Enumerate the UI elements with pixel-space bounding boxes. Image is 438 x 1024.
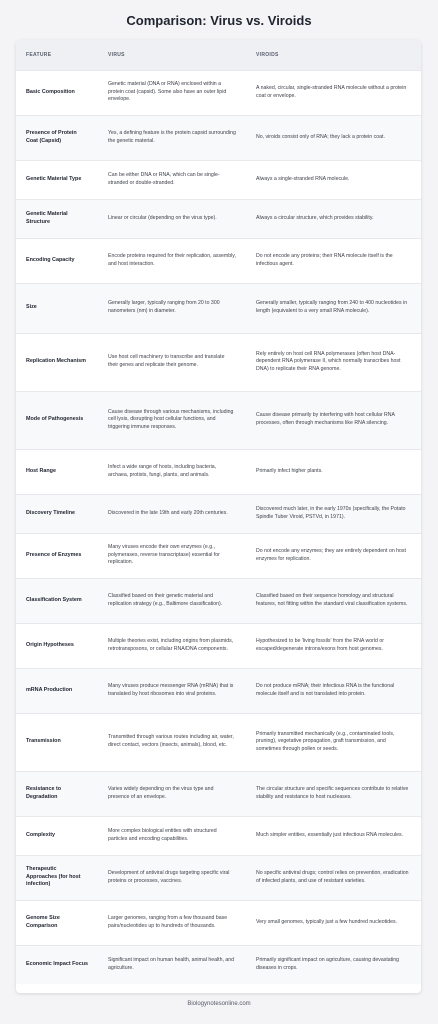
row-feature: Encoding Capacity (26, 256, 75, 263)
table-row (16, 199, 421, 238)
row-virus: Cause disease through various mechanisms, including cell lysis, disrupting host cellular functions, and triggering immune responses. (108, 408, 234, 430)
row-virus: Multiple theories exist, including origins from plasmids, retrotransposons, or cellular RNA/DNA components. (108, 637, 234, 652)
row-feature: Classification System (26, 596, 82, 603)
table-row (16, 238, 421, 283)
table-row (16, 713, 421, 771)
table-row (16, 771, 421, 816)
row-viroids: Cause disease primarily by interfering with host cellular RNA processes, often through mechanisms like RNA silencing. (256, 412, 395, 426)
row-feature: Resistance to Degradation (26, 785, 62, 800)
row-feature: Economic Impact Focus (26, 960, 89, 967)
row-viroids: A naked, circular, single-stranded RNA molecule without a protein coat or envelope. (256, 84, 407, 99)
row-virus: Many viruses encode their own enzymes (e.g., polymerases, reverse transcriptase) essential for replication. (108, 544, 220, 566)
header-virus: VIRUS (108, 51, 125, 58)
header-row (16, 40, 421, 70)
row-viroids: Hypothesized to be 'living fossils' from the RNA world or escaped/degenerate introns/exons from host genomes. (256, 637, 384, 652)
row-virus: Varies widely depending on the virus type and presence of an envelope. (108, 785, 214, 800)
table-row (16, 945, 421, 984)
table-row (16, 623, 421, 668)
row-viroids: Primarily transmitted mechanically (e.g., contaminated tools, pruning), vegetative propagation, graft transmission, and sometimes through pollen or seeds. (256, 730, 395, 752)
row-virus: Significant impact on human health, animal health, and agriculture. (108, 957, 235, 971)
table-row (16, 283, 421, 333)
table-row (16, 160, 421, 199)
row-virus: Development of antiviral drugs targeting specific viral proteins or processes, vaccines. (108, 869, 230, 884)
row-virus: Infect a wide range of hosts, including bacteria, archaea, protists, fungi, plants, and animals. (108, 463, 217, 478)
row-viroids: Rely entirely on host cell RNA polymerases (often host DNA-dependent RNA polymerase II, which normally transcribes host DNA) to replicate their RNA genome. (256, 350, 401, 372)
table-row (16, 391, 421, 449)
row-virus: Transmitted through various routes including air, water, direct contact, vectors (insects, animals), blood, etc. (108, 734, 234, 748)
row-viroids: Very small genomes, typically just a few hundred nucleotides. (256, 918, 397, 925)
row-viroids: Discovered much later, in the early 1970s (specifically, the Potato Spindle Tuber Viroid, PSTVd, in 1971). (256, 505, 406, 520)
row-virus: Encode proteins required for their replication, assembly, and host interaction. (108, 252, 236, 267)
table-body (16, 70, 421, 984)
row-feature: Discovery Timeline (26, 509, 76, 516)
row-viroids: Always a circular structure, which provides stability. (256, 214, 374, 221)
row-viroids: Do not produce mRNA; their infectious RNA is the functional molecule itself and is not translated into protein. (256, 682, 395, 697)
row-virus: Larger genomes, ranging from a few thousand base pairs/nucleotides up to hundreds of thousands. (108, 914, 228, 929)
row-feature: Presence of Enzymes (26, 551, 82, 558)
row-virus: More complex biological entities with structured particles and encoding capabilities. (108, 827, 217, 842)
row-feature: Complexity (26, 831, 56, 838)
table-row (16, 70, 421, 115)
page-title: Comparison: Virus vs. Viroids (126, 13, 312, 28)
row-feature: Replication Mechanism (26, 358, 86, 365)
row-feature: Genetic Material Structure (26, 210, 68, 225)
row-viroids: No specific antiviral drugs; control relies on prevention, eradication of infected plants, and use of resistant varieties. (256, 869, 409, 884)
table-row (16, 533, 421, 578)
row-feature: Origin Hypotheses (26, 641, 74, 648)
table-row (16, 668, 421, 713)
row-feature: Genetic Material Type (26, 175, 82, 182)
row-feature: Mode of Pathogenesis (26, 416, 84, 423)
comparison-card (16, 40, 421, 993)
table-header (16, 40, 421, 70)
row-viroids: The circular structure and specific sequences contribute to relative stability and resistance to host nucleases. (256, 785, 409, 800)
table-row (16, 115, 421, 160)
table-row (16, 855, 421, 900)
footer-source: Biologynotesonline.com (187, 1001, 251, 1007)
row-virus: Generally larger, typically ranging from 20 to 300 nanometers (nm) in diameter. (108, 300, 220, 314)
row-feature: Therapeutic Approaches (for host infection) (26, 866, 81, 888)
row-virus: Many viruses produce messenger RNA (mRNA) that is translated by host ribosomes into viral proteins. (108, 682, 234, 697)
row-virus: Use host cell machinery to transcribe and translate their genes and replicate their genome. (108, 354, 225, 368)
row-virus: Linear or circular (depending on the virus type). (108, 214, 217, 221)
row-feature: Presence of Protein Coat (Capsid) (26, 129, 77, 144)
row-feature: mRNA Production (26, 686, 73, 693)
row-feature: Basic Composition (26, 88, 75, 95)
row-viroids: Primarily infect higher plants. (256, 467, 323, 474)
row-virus: Can be either DNA or RNA, which can be single-stranded or double-stranded. (108, 171, 220, 186)
row-viroids: Primarily significant impact on agriculture, causing devastating diseases in crops. (256, 957, 400, 971)
table-row (16, 449, 421, 494)
row-feature: Genome Size Comparison (26, 914, 60, 929)
table-row (16, 333, 421, 391)
row-virus: Yes, a defining feature is the protein capsid surrounding the genetic material. (108, 129, 236, 144)
row-feature: Host Range (26, 467, 56, 474)
row-virus: Genetic material (DNA or RNA) enclosed within a protein coat (capsid). Some also have an outer lipid envelope. (108, 81, 227, 103)
table-row (16, 900, 421, 945)
header-viroids: VIROIDS (256, 51, 279, 58)
row-viroids: Do not encode any proteins; their RNA molecule itself is the infectious agent. (256, 252, 393, 267)
table-row (16, 816, 421, 855)
table-row (16, 494, 421, 533)
row-feature: Transmission (26, 738, 61, 745)
row-virus: Classified based on their genetic material and replication strategy (e.g., Baltimore classification). (108, 592, 223, 607)
row-feature: Size (26, 304, 37, 311)
row-viroids: Always a single-stranded RNA molecule. (256, 175, 350, 182)
row-viroids: Generally smaller, typically ranging from 240 to 400 nucleotides in length (equivalent to a very small RNA molecule). (256, 300, 408, 314)
row-viroids: Do not encode any enzymes; they are entirely dependent on host enzymes for replication. (256, 547, 406, 562)
row-viroids: Much simpler entities, essentially just infectious RNA molecules. (256, 831, 404, 838)
row-viroids: Classified based on their sequence homology and structural features, not fitting within the standard viral classification systems. (256, 592, 408, 607)
header-feature: FEATURE (26, 51, 52, 58)
row-virus: Discovered in the late 19th and early 20th centuries. (108, 509, 228, 516)
comparison-table (16, 40, 421, 984)
table-row (16, 578, 421, 623)
row-viroids: No, viroids consist only of RNA; they lack a protein coat. (256, 133, 385, 140)
